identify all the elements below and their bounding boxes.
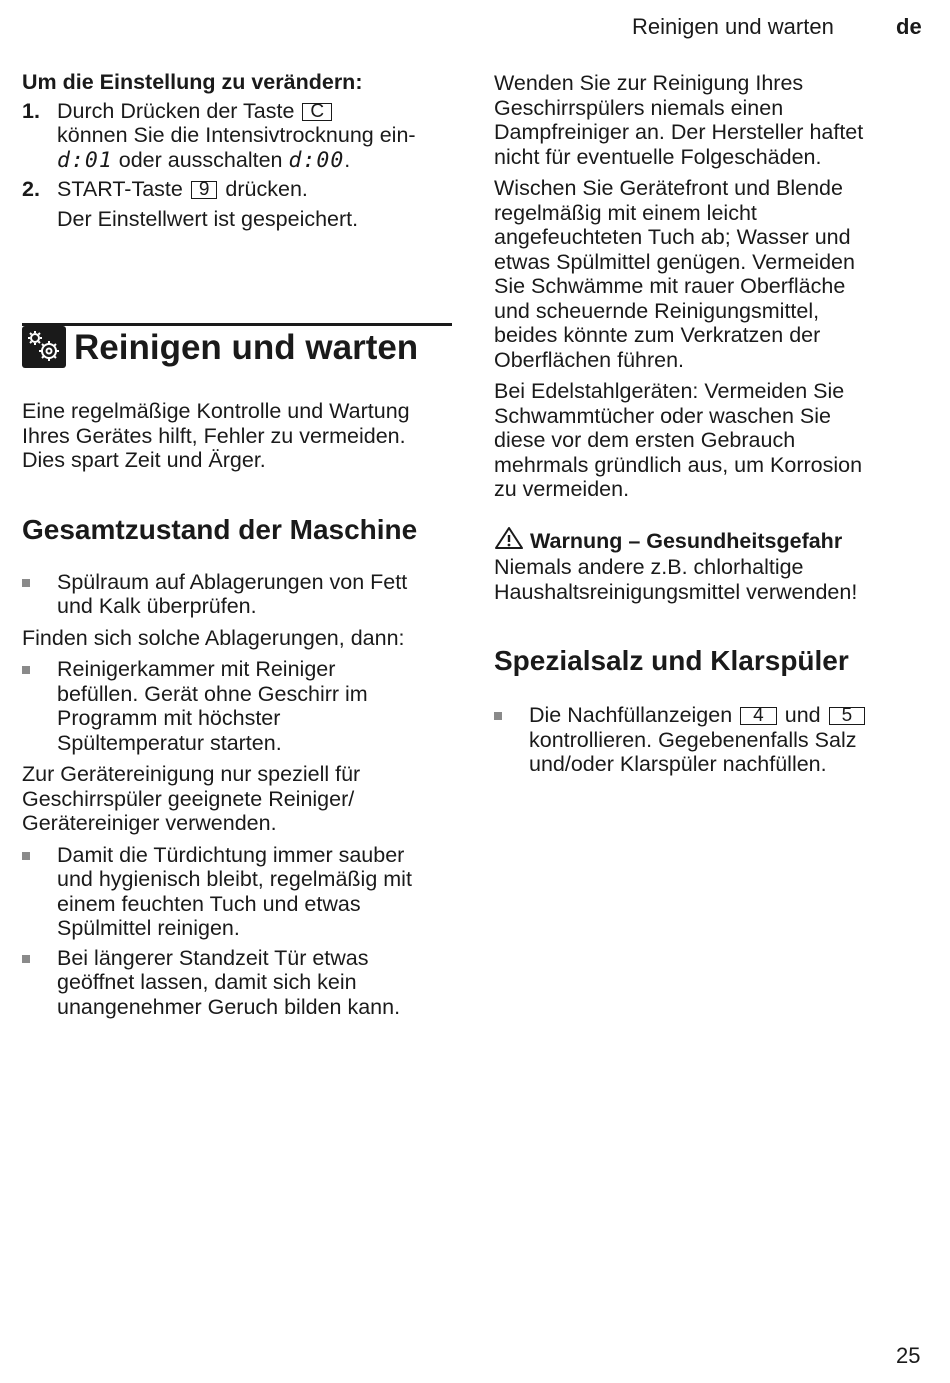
paragraph: Finden sich solche Ablagerungen, dann: — [22, 625, 405, 650]
text-line: Spülmittel reinigen. — [57, 916, 240, 940]
section-rule — [22, 323, 452, 326]
section-title: Reinigen und warten — [74, 328, 419, 367]
text-line: Gerätereiniger verwenden. — [22, 811, 277, 835]
subsection-title-salt: Spezialsalz und Klarspüler — [494, 645, 849, 676]
bullet-icon — [22, 955, 30, 963]
text-line: Spültemperatur starten. — [57, 730, 282, 755]
text-line: Schwammtücher oder waschen Sie — [494, 403, 831, 428]
warning-icon — [494, 526, 524, 556]
text-line: Haushaltsreinigungsmittel verwenden! — [494, 579, 858, 604]
list-item — [22, 843, 454, 941]
cleaning-icon — [22, 326, 66, 368]
warning-title: Warnung – Gesundheitsgefahr — [530, 528, 843, 553]
list-item — [22, 657, 454, 755]
display-code-off: d:00 — [288, 147, 345, 173]
bullet-icon — [22, 852, 30, 860]
text-line: Bei längerer Standzeit Tür etwas — [57, 945, 369, 970]
bullet-icon — [22, 666, 30, 674]
key-9: 9 — [191, 181, 218, 199]
text-line: Niemals andere z.B. chlorhaltige — [494, 555, 804, 579]
left-column-body — [22, 399, 454, 1019]
text-line: und Kalk überprüfen. — [57, 594, 257, 618]
header-language: de — [896, 14, 922, 39]
paragraph — [494, 71, 934, 169]
display-code-on: d:01 — [57, 147, 113, 173]
text-line: regelmäßig mit einem leicht — [494, 200, 757, 225]
header-section: Reinigen und warten — [632, 14, 834, 39]
subsection-title-machine: Gesamtzustand der Maschine — [22, 513, 418, 545]
bullet-icon — [22, 579, 30, 587]
list-item — [494, 703, 934, 777]
step-text: können Sie die Intensivtrocknung ein- — [57, 123, 416, 147]
text-line: geöffnet lassen, damit sich kein — [57, 970, 357, 994]
text-line: beides könnte zum Verkratzen der — [494, 323, 821, 347]
text-line: Zur Gerätereinigung nur speziell für — [22, 762, 361, 786]
running-header — [632, 14, 834, 40]
right-column — [494, 71, 934, 777]
list-item — [22, 570, 454, 619]
text-line: mehrmals gründlich aus, um Korrosion — [494, 452, 863, 477]
step-1 — [22, 99, 452, 174]
text-line: Wischen Sie Gerätefront und Blende — [494, 176, 843, 200]
step-2 — [22, 177, 452, 202]
page-number: 25 — [896, 1343, 921, 1368]
paragraph — [494, 379, 934, 502]
text-line: Ihres Gerätes hilft, Fehler zu vermeiden. — [22, 423, 406, 448]
bullet-icon — [494, 712, 502, 720]
text-line: Die Nachfüllanzeigen — [529, 703, 733, 727]
text-line: angefeuchteten Tuch ab; Wasser und — [494, 225, 851, 249]
key-4: 4 — [740, 707, 777, 725]
text-line: Bei Edelstahlgeräten: Vermeiden Sie — [494, 379, 845, 403]
step-text: drücken. — [225, 177, 308, 201]
saved-note-text: Der Einstellwert ist gespeichert. — [57, 206, 359, 231]
text-line: Dies spart Zeit und Ärger. — [22, 448, 266, 472]
text-line: diese vor dem ersten Gebrauch — [494, 428, 796, 452]
warning-heading — [494, 526, 934, 556]
saved-note — [22, 207, 452, 232]
key-c: C — [302, 103, 332, 121]
step-text: . — [344, 147, 351, 172]
paragraph — [494, 176, 934, 372]
step-number: 1. — [22, 98, 40, 123]
text-line: Programm mit höchster — [57, 706, 281, 730]
text-line: nicht für eventuelle Folgeschäden. — [494, 144, 822, 169]
text-line: Sie Schwämme mit rauer Oberfläche — [494, 274, 846, 298]
text-line: Reinigerkammer mit Reiniger — [57, 657, 336, 681]
text-line: kontrollieren. Gegebenenfalls Salz — [529, 727, 857, 752]
step-number: 2. — [22, 177, 40, 201]
text-line: etwas Spülmittel genügen. Vermeiden — [494, 249, 855, 274]
key-5: 5 — [829, 707, 866, 725]
text-line: Dampfreiniger an. Der Hersteller haftet — [494, 120, 864, 144]
text-line: unangenehmer Geruch bilden kann. — [57, 994, 401, 1019]
text-line: Oberflächen führen. — [494, 347, 685, 372]
list-item — [22, 946, 454, 1020]
paragraph — [22, 762, 454, 836]
step-text: START-Taste — [57, 177, 183, 201]
change-heading: Um die Einstellung zu verändern: — [22, 70, 363, 94]
intro-paragraph — [22, 399, 454, 473]
text-line: und scheuernde Reinigungsmittel, — [494, 298, 820, 323]
text-line: und/oder Klarspüler nachfüllen. — [529, 752, 827, 776]
text-line: Eine regelmäßige Kontrolle und Wartung — [22, 399, 410, 423]
text-line: befüllen. Gerät ohne Geschirr im — [57, 681, 368, 706]
text-line: einem feuchten Tuch und etwas — [57, 891, 361, 916]
step-text: oder ausschalten — [118, 147, 283, 172]
text-line: und hygienisch bleibt, regelmäßig mit — [57, 867, 412, 891]
text-line: zu vermeiden. — [494, 477, 630, 501]
text-line: Wenden Sie zur Reinigung Ihres — [494, 71, 804, 95]
text-line: Damit die Türdichtung immer sauber — [57, 842, 405, 867]
text-line: Spülraum auf Ablagerungen von Fett — [57, 569, 408, 594]
text-line: Geschirrspüler geeignete Reiniger/ — [22, 786, 355, 811]
step-text: Durch Drücken der Taste — [57, 98, 295, 123]
text-line: und — [784, 703, 821, 727]
text-line: Geschirrspülers niemals einen — [494, 95, 784, 120]
warning-text — [494, 555, 934, 604]
left-column — [22, 70, 452, 231]
